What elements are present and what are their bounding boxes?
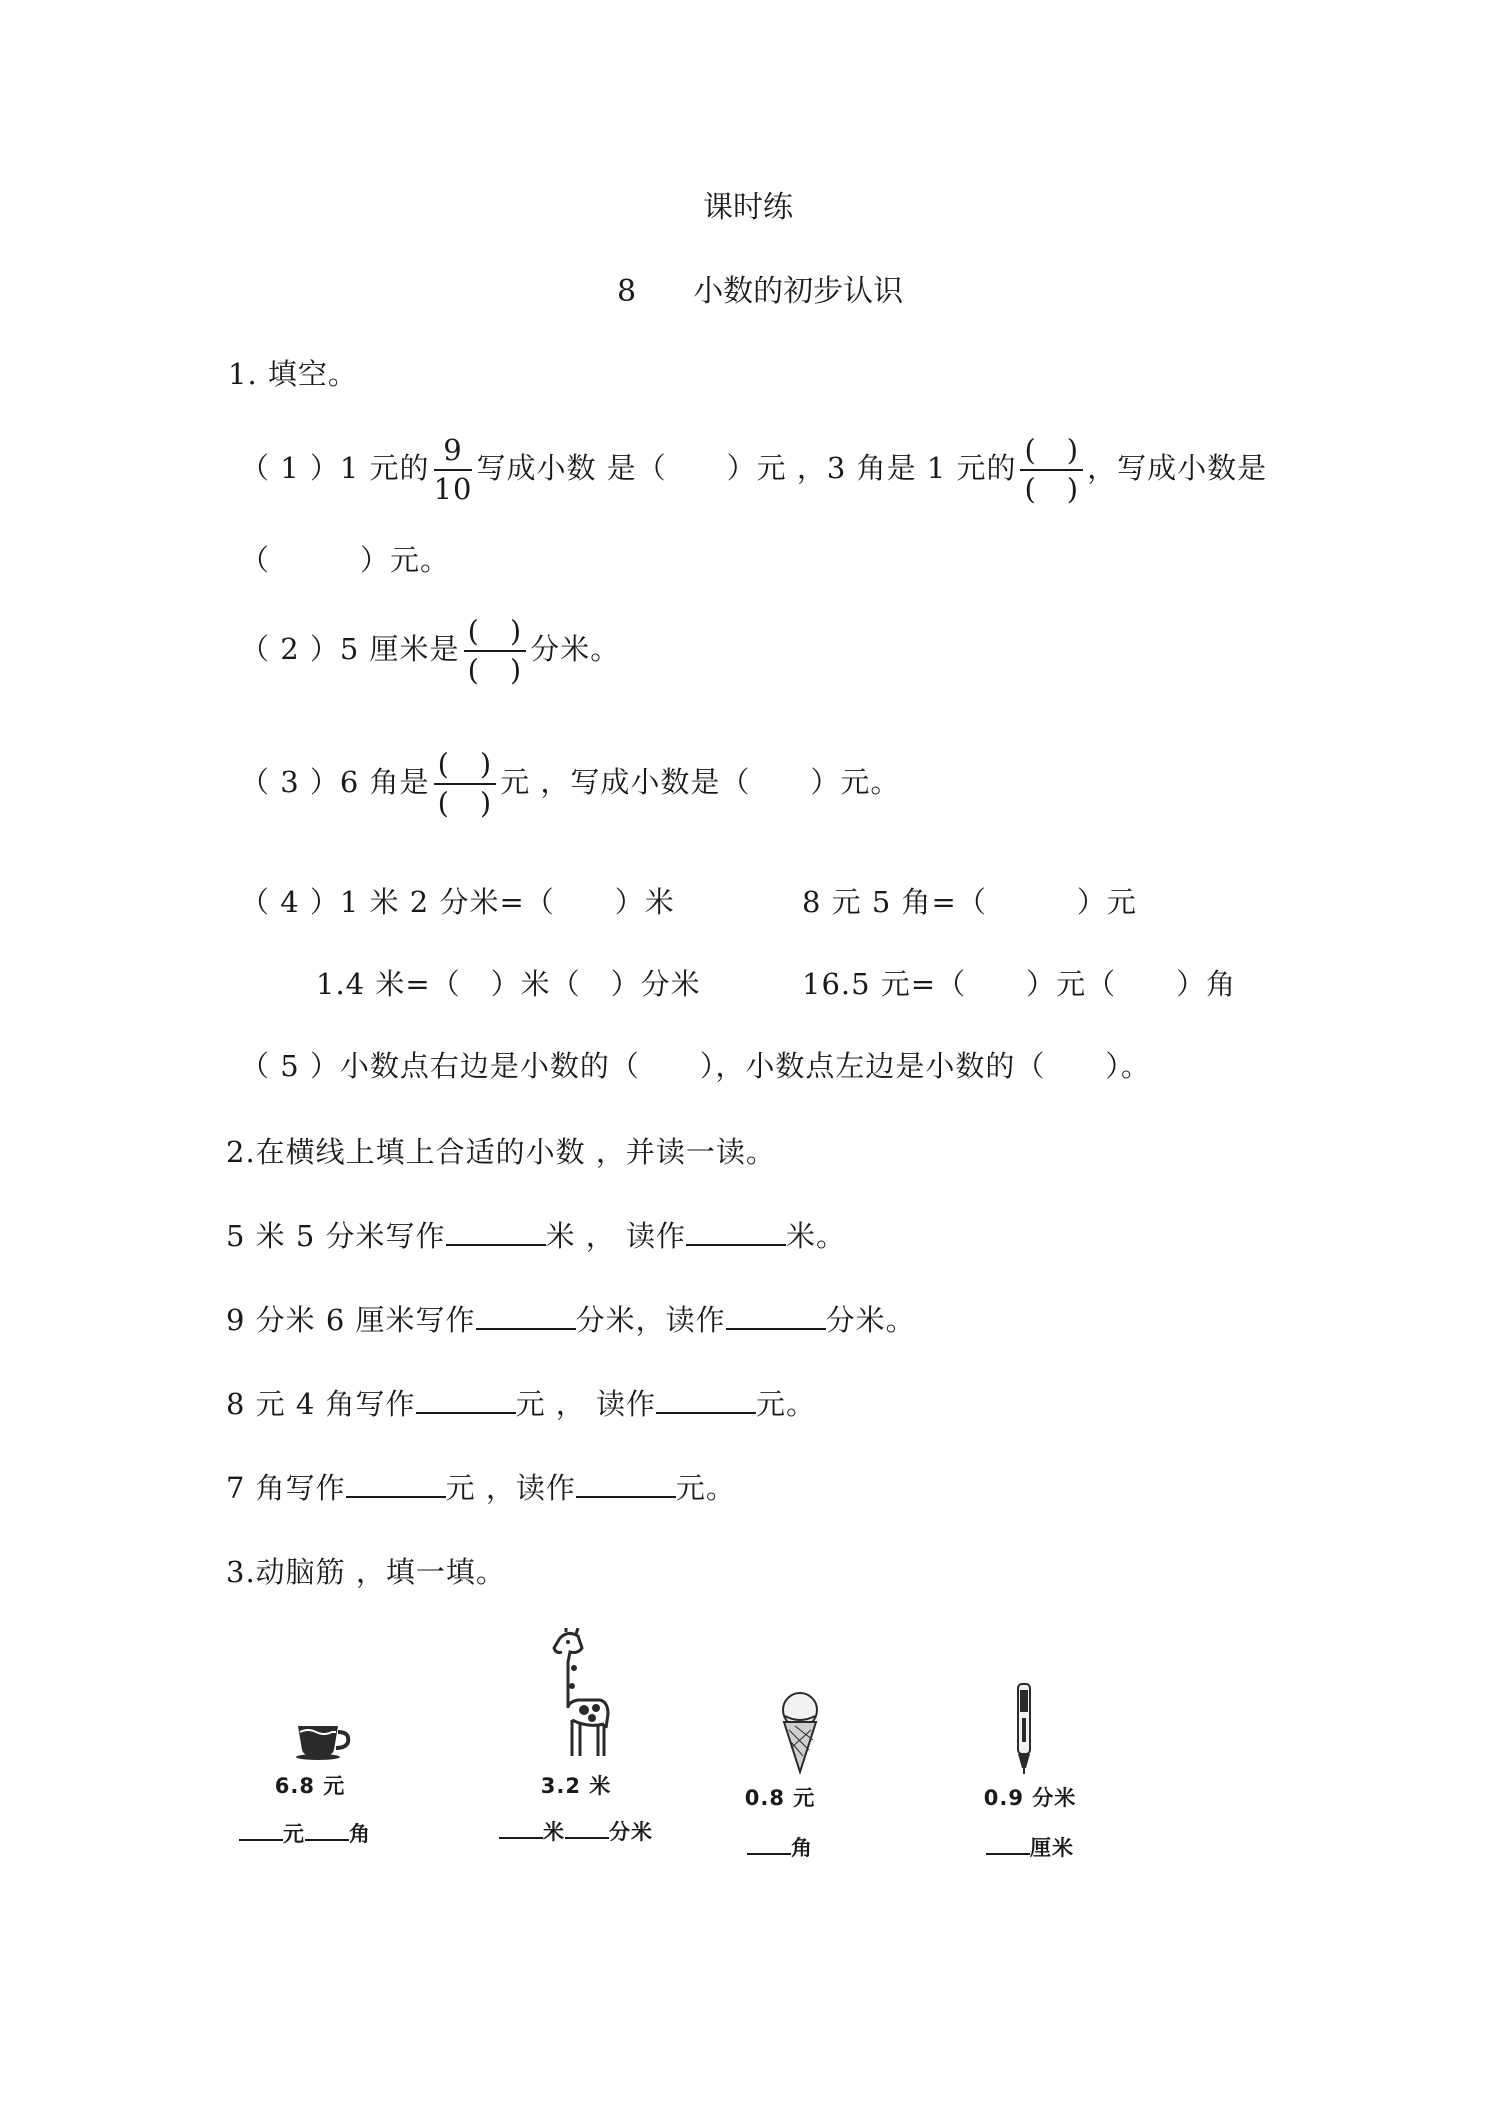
section2-row [226, 1466, 736, 1507]
answer-blank[interactable] [239, 1838, 283, 1841]
fraction-numerator-blank[interactable]: ( ) [434, 750, 497, 785]
unit-label: 角 [791, 1836, 813, 1860]
section3-heading: 3.动脑筋 ，填一填。 [226, 1555, 506, 1589]
row-text: 5 米 5 分米写作 [226, 1219, 446, 1253]
row-text: 元。 [756, 1387, 817, 1421]
section1-heading: 1. 填空。 [228, 357, 358, 391]
row-text: 8 元 4 角写作 [226, 1387, 416, 1421]
q1-end: ，写成小数是 [1087, 451, 1268, 485]
item-price: 0.8 元 [744, 1786, 816, 1810]
fraction-blank[interactable] [464, 614, 527, 687]
item-cup [240, 1720, 410, 1848]
q2-suffix: 分米。 [530, 632, 621, 666]
answer-blank[interactable] [346, 1495, 446, 1498]
worksheet-title: 课时练 [703, 190, 793, 225]
item-answer [486, 1816, 666, 1846]
item-price: 0.9 分米 [983, 1786, 1077, 1810]
section2-row [226, 1298, 916, 1339]
lesson-heading [617, 266, 903, 310]
section2-heading: 2.在横线上填上合适的小数 ，并读一读。 [226, 1135, 776, 1169]
section2-row [226, 1214, 846, 1255]
question-1-3 [240, 747, 901, 820]
giraffe-icon [538, 1628, 614, 1760]
answer-blank[interactable] [986, 1852, 1030, 1855]
fraction-denominator-blank[interactable]: ( ) [467, 653, 523, 687]
row-text: 分米。 [825, 1303, 916, 1337]
question-1-4c: 1.4 米=（ ）米（ ）分米 [316, 967, 701, 1001]
q2-prefix: （ 2 ）5 厘米是 [240, 632, 460, 666]
question-1-1-line2: （ ）元。 [240, 543, 451, 577]
fraction-nine-tenths [433, 433, 473, 506]
fraction-denominator-blank[interactable]: ( ) [1024, 472, 1080, 506]
ice-cream-icon [775, 1690, 825, 1774]
q1-prefix: （ 1 ）1 元的 [240, 451, 430, 485]
item-answer [200, 1818, 410, 1848]
row-text: 元。 [675, 1471, 736, 1505]
row-text: 元 ，读作 [445, 1471, 576, 1505]
fraction-denominator-blank[interactable]: ( ) [437, 786, 493, 820]
answer-blank[interactable] [686, 1243, 786, 1246]
unit-label: 元 [283, 1822, 305, 1846]
fraction-blank[interactable] [434, 747, 497, 820]
item-answer [960, 1832, 1100, 1862]
q3-suffix: 元 ，写成小数是（ ）元。 [500, 765, 901, 799]
fraction-blank[interactable] [1020, 433, 1083, 506]
item-answer [700, 1832, 860, 1862]
row-text: 米 ， 读作 [545, 1219, 686, 1253]
item-price: 3.2 米 [540, 1774, 612, 1798]
fraction-numerator: 9 [434, 436, 473, 471]
unit-label: 米 [543, 1820, 565, 1844]
question-1-4a: （ 4 ）1 米 2 分米=（ ）米 [240, 885, 675, 919]
row-text: 米。 [786, 1219, 847, 1253]
answer-blank[interactable] [476, 1327, 576, 1330]
fraction-numerator-blank[interactable]: ( ) [1020, 436, 1083, 471]
item-pen [960, 1682, 1100, 1862]
q3-prefix: （ 3 ）6 角是 [240, 765, 430, 799]
q1-middle: 写成小数 是（ ）元 ，3 角是 1 元的 [476, 451, 1017, 485]
answer-blank[interactable] [446, 1243, 546, 1246]
question-1-5: （ 5 ）小数点右边是小数的（ ），小数点左边是小数的（ ）。 [240, 1049, 1151, 1083]
unit-label: 分米 [609, 1820, 653, 1844]
row-text: 7 角写作 [226, 1471, 346, 1505]
item-price: 6.8 元 [274, 1774, 346, 1798]
answer-blank[interactable] [565, 1836, 609, 1839]
pen-icon [1012, 1682, 1036, 1776]
row-text: 分米，读作 [575, 1303, 726, 1337]
row-text: 元 ， 读作 [515, 1387, 656, 1421]
unit-label: 角 [349, 1822, 371, 1846]
question-1-2 [240, 614, 621, 687]
answer-blank[interactable] [305, 1838, 349, 1841]
cup-icon [294, 1720, 356, 1760]
answer-blank[interactable] [499, 1836, 543, 1839]
question-1-1 [240, 433, 1268, 506]
item-ice-cream [740, 1690, 860, 1862]
fraction-denominator: 10 [433, 472, 473, 506]
answer-blank[interactable] [576, 1495, 676, 1498]
question-1-4d: 16.5 元=（ ）元（ ）角 [802, 967, 1237, 1001]
answer-blank[interactable] [747, 1852, 791, 1855]
lesson-title: 小数的初步认识 [693, 274, 904, 309]
section2-row [226, 1382, 816, 1423]
row-text: 9 分米 6 厘米写作 [226, 1303, 476, 1337]
lesson-number: 8 [617, 274, 637, 309]
item-giraffe [486, 1628, 666, 1846]
fraction-numerator-blank[interactable]: ( ) [464, 617, 527, 652]
answer-blank[interactable] [726, 1327, 826, 1330]
answer-blank[interactable] [656, 1411, 756, 1414]
unit-label: 厘米 [1030, 1836, 1074, 1860]
question-1-4b: 8 元 5 角=（ ）元 [802, 885, 1137, 919]
answer-blank[interactable] [416, 1411, 516, 1414]
